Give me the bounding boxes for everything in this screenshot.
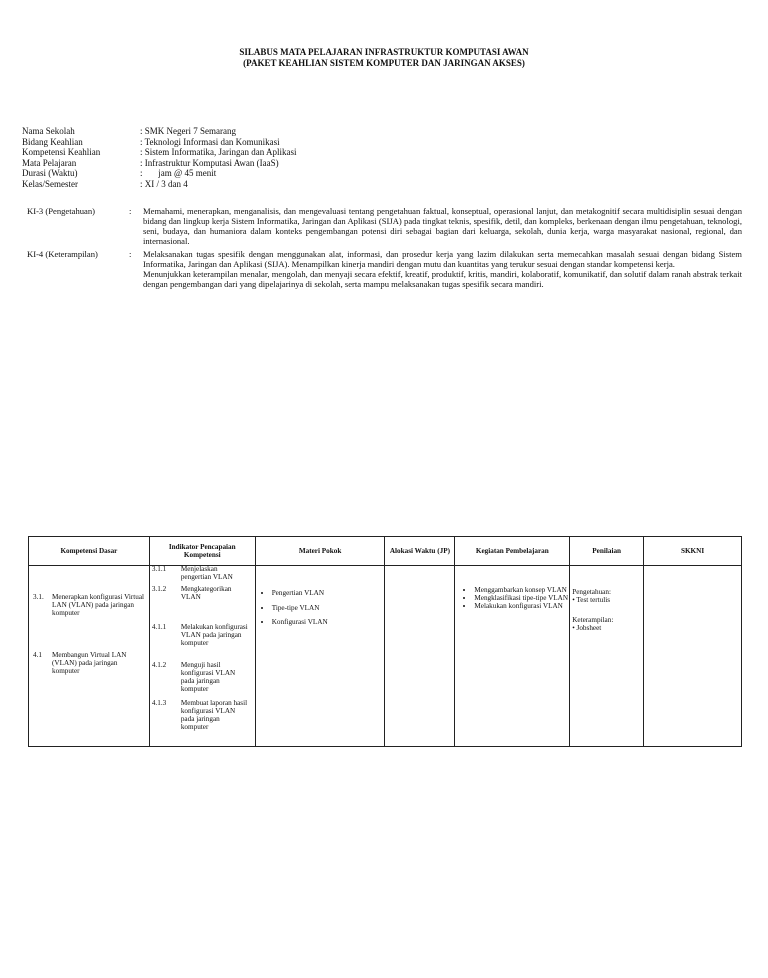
table-header-row [29, 537, 742, 566]
penilaian-keterampilan-item: • Jobsheet [572, 624, 602, 632]
list-item: • Menggambarkan konsep VLAN [474, 586, 574, 594]
info-row-field [22, 137, 296, 148]
indikator-number: 4.1.2 [151, 661, 167, 669]
ki4-text-part1: Melaksanakan tugas spesifik dengan menggunakan alat, informasi, dan prosedur kerja yang lazim dilakukan serta memecahkan masalah sesuai dengan bidang Sistem Informatika, Jaringan dan Aplikasi (SIJA). Menampilkan kinerja mandiri dengan mutu dan kuantitas yang terukur sesuai dengan standar kompetensi kerja. [143, 249, 742, 269]
cell-skkni [644, 566, 742, 747]
info-label: Bidang Keahlian [22, 136, 83, 147]
materi-list [256, 586, 328, 630]
indikator-number: 4.1.3 [151, 699, 167, 707]
penilaian-pengetahuan-item: • Test tertulis [572, 596, 611, 604]
cell-indikator [149, 566, 255, 747]
header-kompetensi-dasar: Kompetensi Dasar [29, 537, 150, 566]
indikator-text: Membuat laporan hasil konfigurasi VLAN pada jaringan komputer [180, 699, 248, 731]
info-value: : Sistem Informatika, Jaringan dan Aplikasi [140, 147, 297, 157]
document-title-line2: (PAKET KEAHLIAN SISTEM KOMPUTER DAN JARINGAN AKSES) [243, 58, 525, 68]
info-row-school [22, 126, 296, 137]
list-item: • Tipe-tipe VLAN [272, 601, 328, 616]
header-penilaian: Penilaian [570, 537, 644, 566]
info-value: : Teknologi Informasi dan Komunikasi [140, 136, 280, 147]
penilaian-block [572, 588, 613, 632]
ki3-block [27, 206, 742, 246]
kd-text: Menerapkan konfigurasi Virtual LAN (VLAN) pada jaringan komputer [52, 593, 145, 617]
ki3-label: KI-3 (Pengetahuan) [27, 206, 96, 216]
document-title-line1: SILABUS MATA PELAJARAN INFRASTRUKTUR KOMPUTASI AWAN [239, 47, 529, 57]
identity-block [22, 126, 296, 189]
info-row-competency [22, 147, 296, 158]
indikator-text: Menguji hasil konfigurasi VLAN pada jaringan komputer [180, 661, 236, 693]
cell-penilaian [570, 566, 644, 747]
indikator-number: 4.1.1 [151, 623, 167, 631]
ki4-text [143, 249, 742, 289]
info-row-duration [22, 168, 296, 179]
cell-kegiatan [455, 566, 570, 747]
info-label: Durasi (Waktu) [22, 168, 78, 178]
header-kegiatan: Kegiatan Pembelajaran [455, 537, 570, 566]
info-row-class [22, 179, 296, 190]
info-label: Nama Sekolah [22, 126, 75, 136]
kegiatan-list [458, 586, 574, 610]
list-item: • Mengklasifikasi tipe-tipe VLAN [474, 594, 574, 602]
info-value: : SMK Negeri 7 Semarang [140, 126, 236, 136]
ki3-text: Memahami, menerapkan, menganalisis, dan mengevaluasi tentang pengetahuan faktual, konseptual, operasional lanjut, dan metakognitif secara multidisiplin sesuai dengan bidang dan lingkup kerja Sistem Informatika, Jaringan dan Aplikasi (SIJA) pada tingkat teknis, spesifik, detil, dan kompleks, berkenaan dengan ilmu pengetahuan, teknologi, seni, budaya, dan humaniora dalam konteks pengembangan potensi diri sebagai bagian dari keluarga, sekolah, dunia kerja, warga masyarakat nasional, regional, dan internasional. [143, 206, 742, 246]
ki4-block [27, 249, 742, 289]
header-indikator: Indikator Pencapaian Kompetensi [149, 537, 255, 566]
indikator-number: 3.1.2 [151, 585, 167, 593]
indikator-text: Melakukan konfigurasi VLAN pada jaringan komputer [180, 623, 248, 647]
table-row [29, 566, 742, 747]
kd-number: 4.1 [33, 651, 42, 659]
list-item: • Konfigurasi VLAN [272, 615, 328, 630]
info-value: : jam @ 45 menit [140, 168, 217, 178]
cell-materi-pokok [255, 566, 385, 747]
header-alokasi-waktu: Alokasi Waktu (JP) [385, 537, 455, 566]
cell-alokasi-waktu [385, 566, 455, 747]
kd-item [33, 651, 145, 675]
ki4-text-part2: Menunjukkan keterampilan menalar, mengolah, dan menyaji secara efektif, kreatif, produktif, kritis, mandiri, kolaboratif, komunikatif, dan solutif dalam ranah abstrak terkait dengan pengembangan dari yang dipelajarinya di sekolah, serta mampu melaksanakan tugas spesifik secara mandiri. [143, 269, 742, 289]
penilaian-keterampilan-label: Keterampilan: [572, 616, 614, 624]
cell-kompetensi-dasar [29, 566, 150, 747]
indikator-text: Mengkategorikan VLAN [180, 585, 232, 601]
list-item: • Pengertian VLAN [272, 586, 328, 601]
ki3-colon: : [129, 206, 132, 216]
header-skkni: SKKNI [644, 537, 742, 566]
indikator-number: 3.1.1 [151, 565, 167, 573]
kd-number: 3.1. [33, 593, 44, 601]
info-value: : Infrastruktur Komputasi Awan (IaaS) [140, 157, 279, 168]
ki4-colon: : [129, 249, 132, 259]
kd-item [33, 593, 145, 617]
syllabus-table [28, 536, 742, 747]
info-label: Kelas/Semester [22, 178, 78, 189]
indikator-text: Menjelaskan pengertian VLAN [180, 565, 233, 581]
header-materi-pokok: Materi Pokok [255, 537, 385, 566]
ki4-label: KI-4 (Keterampilan) [27, 249, 98, 259]
info-label: Mata Pelajaran [22, 157, 77, 168]
penilaian-pengetahuan-label: Pengetahuan: [572, 588, 611, 596]
info-row-subject [22, 158, 296, 169]
info-value: : XI / 3 dan 4 [140, 178, 188, 189]
list-item: • Melakukan konfigurasi VLAN [474, 602, 574, 610]
kd-text: Membangun Virtual LAN (VLAN) pada jaringan komputer [52, 651, 127, 675]
info-label: Kompetensi Keahlian [22, 147, 101, 157]
